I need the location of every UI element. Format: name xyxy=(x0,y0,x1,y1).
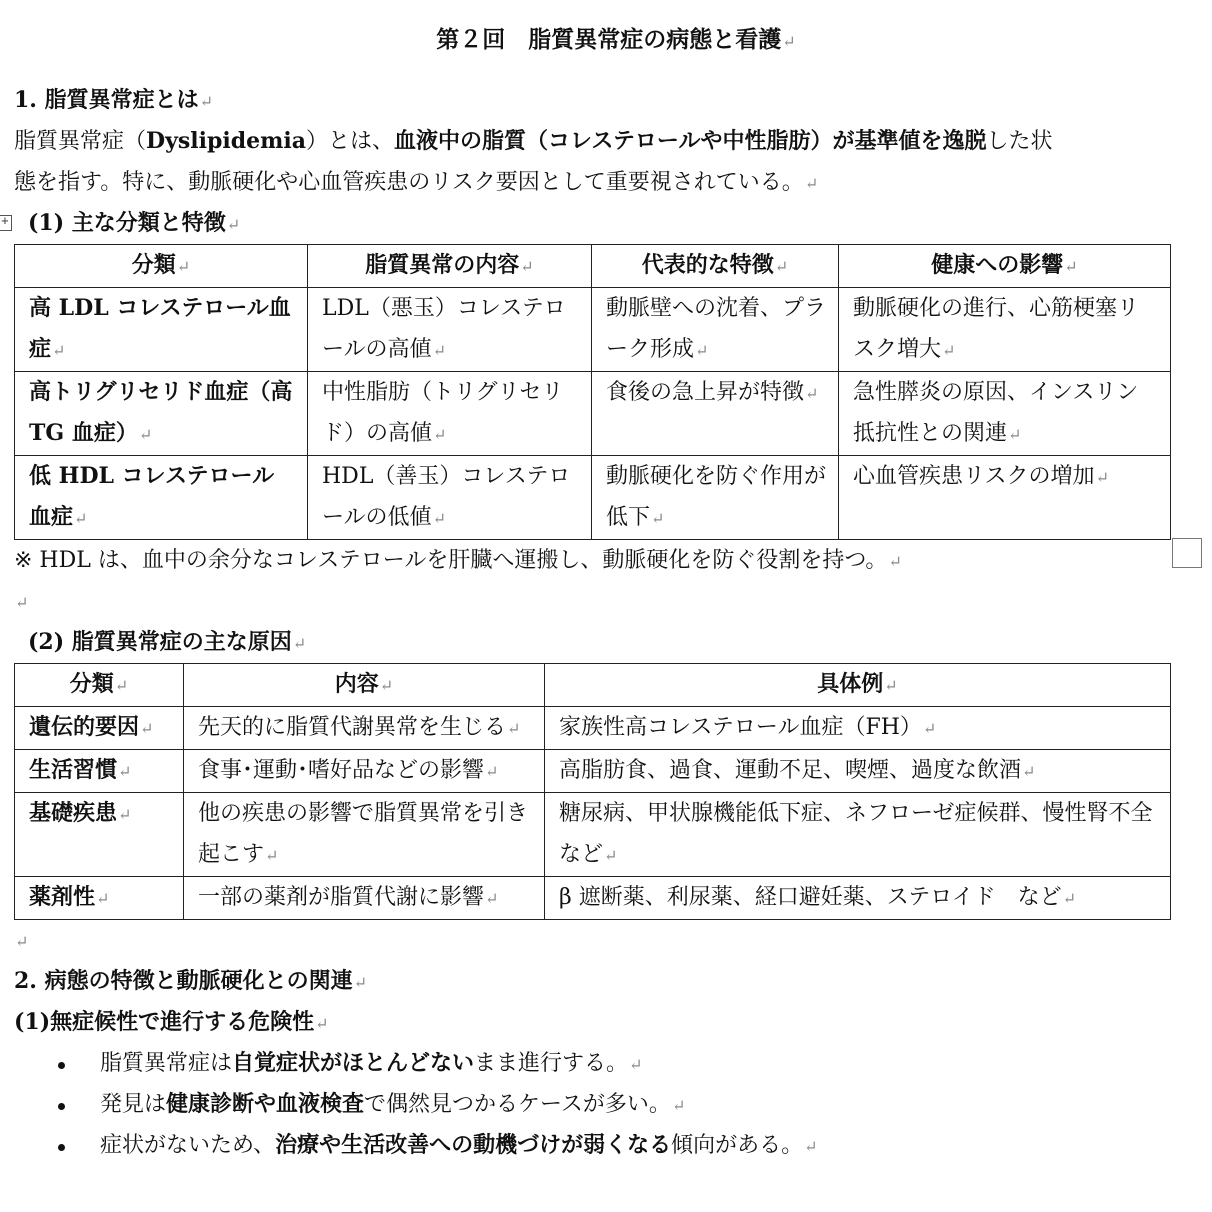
table-cell: 高 LDL コレステロール血症↵ xyxy=(15,288,308,372)
paragraph-mark: ↵ xyxy=(804,174,819,193)
empty-paragraph: ↵ xyxy=(15,593,29,612)
table-row xyxy=(15,372,1171,456)
table-move-handle-icon[interactable]: + xyxy=(0,215,12,231)
table-cell: 中性脂肪（トリグリセリド）の高値↵ xyxy=(308,372,592,456)
paragraph-mark: ↵ xyxy=(782,32,796,51)
paragraph-mark: ↵ xyxy=(353,973,368,992)
table-cell: 他の疾患の影響で脂質異常を引き起こす↵ xyxy=(184,793,545,877)
table-resize-handle[interactable] xyxy=(1172,538,1202,568)
table-row xyxy=(15,707,1171,750)
table-row xyxy=(15,793,1171,877)
paragraph-mark: ↵ xyxy=(226,215,241,234)
table-cell: 生活習慣↵ xyxy=(15,750,184,793)
table-cell: 一部の薬剤が脂質代謝に影響↵ xyxy=(184,877,545,920)
table-cell: 食後の急上昇が特徴↵ xyxy=(592,372,839,456)
table-cell: 先天的に脂質代謝異常を生じる↵ xyxy=(184,707,545,750)
intro-paragraph-line2: 態を指す。特に、動脈硬化や心血管疾患のリスク要因として重要視されている。↵ xyxy=(14,170,819,195)
list-item: 発見は健康診断や血液検査で偶然見つかるケースが多い。↵ xyxy=(14,1084,1198,1125)
table-row xyxy=(15,456,1171,540)
list-item: 脂質異常症は自覚症状がほとんどないまま進行する。↵ xyxy=(14,1043,1198,1084)
table-row xyxy=(15,877,1171,920)
table-header-row xyxy=(15,664,1171,707)
table-row xyxy=(15,750,1171,793)
table-cell: LDL（悪玉）コレステロールの高値↵ xyxy=(308,288,592,372)
table-cell: 動脈壁への沈着、プラーク形成↵ xyxy=(592,288,839,372)
classification-table xyxy=(14,244,1171,540)
table-cell: 食事･運動･嗜好品などの影響↵ xyxy=(184,750,545,793)
section2-heading: 2. 病態の特徴と動脈硬化との関連↵ xyxy=(14,968,368,994)
table-header-cell: 脂質異常の内容↵ xyxy=(308,245,592,288)
empty-paragraph: ↵ xyxy=(15,932,29,951)
intro-paragraph-line1: 脂質異常症（Dyslipidemia）とは、血液中の脂質（コレステロールや中性脂肪）が基準値を逸脱した状 xyxy=(14,128,1053,154)
table-header-cell: 具体例↵ xyxy=(545,664,1171,707)
classification-table-wrap xyxy=(14,244,1198,540)
table-cell: 動脈硬化を防ぐ作用が低下↵ xyxy=(592,456,839,540)
list-item: 症状がないため、治療や生活改善への動機づけが弱くなる傾向がある。↵ xyxy=(14,1125,1198,1166)
paragraph-mark: ↵ xyxy=(888,552,902,571)
document-title: 第２回 脂質異常症の病態と看護↵ xyxy=(436,26,796,53)
table-cell: 高トリグリセリド血症（高 TG 血症）↵ xyxy=(15,372,308,456)
table-cell: 基礎疾患↵ xyxy=(15,793,184,877)
table-cell: 糖尿病、甲状腺機能低下症、ネフローゼ症候群、慢性腎不全など↵ xyxy=(545,793,1171,877)
document-page xyxy=(0,18,1198,1166)
table-row xyxy=(15,288,1171,372)
table-header-cell: 分類↵ xyxy=(15,245,308,288)
table-cell: 動脈硬化の進行、心筋梗塞リスク増大↵ xyxy=(839,288,1171,372)
table-header-row xyxy=(15,245,1171,288)
subsection1-heading: + (1) 主な分類と特徴↵ xyxy=(14,203,1198,244)
table-cell: β 遮断薬、利尿薬、経口避妊薬、ステロイド など↵ xyxy=(545,877,1171,920)
table-cell: 低 HDL コレステロール血症↵ xyxy=(15,456,308,540)
table-header-cell: 健康への影響↵ xyxy=(839,245,1171,288)
section1-heading: 1. 脂質異常症とは↵ xyxy=(14,87,214,113)
table-cell: 高脂肪食、過食、運動不足、喫煙、過度な飲酒↵ xyxy=(545,750,1171,793)
table-cell: HDL（善玉）コレステロールの低値↵ xyxy=(308,456,592,540)
table-cell: 急性膵炎の原因、インスリン抵抗性との関連↵ xyxy=(839,372,1171,456)
table-header-cell: 代表的な特徴↵ xyxy=(592,245,839,288)
table-cell: 薬剤性↵ xyxy=(15,877,184,920)
paragraph-mark: ↵ xyxy=(199,92,214,111)
table-cell: 遺伝的要因↵ xyxy=(15,707,184,750)
subsection2-heading: (2) 脂質異常症の主な原因↵ xyxy=(28,629,307,655)
hdl-note: ※ HDL は、血中の余分なコレステロールを肝臓へ運搬し、動脈硬化を防ぐ役割を持つ。↵ xyxy=(14,548,902,573)
causes-table xyxy=(14,663,1171,920)
table-header-cell: 内容↵ xyxy=(184,664,545,707)
bullet-list xyxy=(14,1043,1198,1166)
paragraph-mark: ↵ xyxy=(315,1014,329,1033)
section2-subheading: (1)無症候性で進行する危険性↵ xyxy=(14,1009,329,1035)
table-cell: 心血管疾患リスクの増加↵ xyxy=(839,456,1171,540)
table-header-cell: 分類↵ xyxy=(15,664,184,707)
table-cell: 家族性高コレステロール血症（FH）↵ xyxy=(545,707,1171,750)
paragraph-mark: ↵ xyxy=(292,634,307,653)
